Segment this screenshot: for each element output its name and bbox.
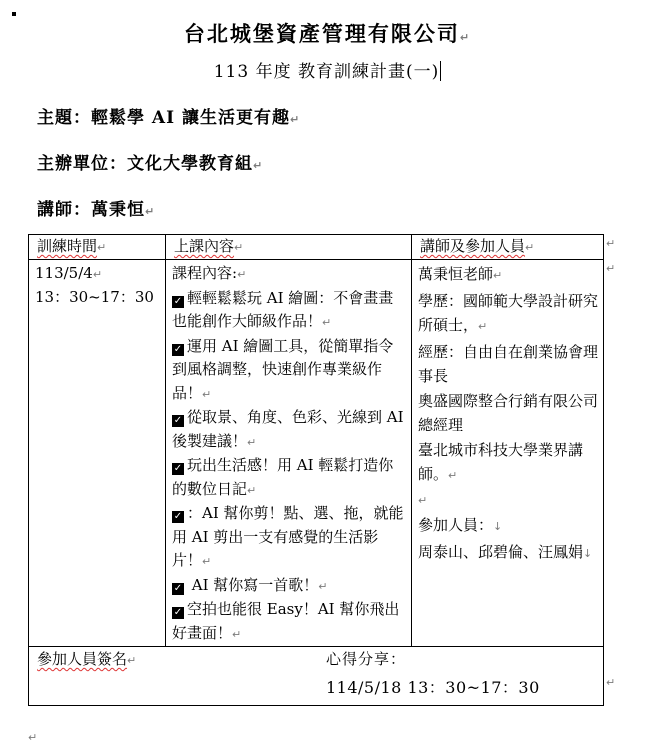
plan-subtitle: 113 年度 教育訓練計畫(一) [213, 62, 440, 82]
content-item: ✓ 輕輕鬆鬆玩 AI 繪圖：不會畫畫也能創作大師級作品！↵ [172, 288, 394, 330]
lecturer-line: 講師：萬秉恒↵ [37, 200, 156, 220]
teacher-cell [412, 260, 604, 647]
company-title: 台北城堡資產管理有限公司↵ [183, 21, 472, 46]
content-item: ✓ 從取景、角度、色彩、光線到 AI 後製建議！↵ [172, 408, 404, 450]
training-time-range: 13：30~17：30 [35, 288, 154, 306]
topic-line: 主題：輕鬆學 AI 讓生活更有趣↵ [37, 108, 301, 128]
paragraph-mark: ↵ [418, 493, 428, 507]
row-end-mark: ↵ [606, 237, 616, 250]
content-item: ✓ ：AI 幫你剪！點、選、拖，就能用 AI 剪出一支有感覺的生活影片！↵ [172, 504, 404, 569]
course-content-cell [166, 260, 412, 647]
participants-label: 參加人員：↓ [418, 516, 503, 534]
header-training-time: 訓練時間↵ [29, 235, 166, 260]
training-time-cell [29, 260, 166, 647]
text-cursor [440, 61, 441, 81]
organizer-line: 主辦單位：文化大學教育組↵ [37, 154, 264, 174]
content-item: ✓ 運用 AI 繪圖工具，從簡單指令到風格調整，快速創作專業級作品！↵ [172, 336, 394, 402]
header-course-content: 上課內容↵ [166, 235, 412, 260]
content-item: ✓ 玩出生活感！用 AI 輕鬆打造你的數位日記↵ [172, 456, 394, 498]
signature-row [29, 647, 604, 706]
row-end-mark: ↵ [606, 262, 616, 275]
checkbox-icon: ✓ [173, 607, 183, 618]
content-item: ✓ AI 幫你寫一首歌！↵ [173, 575, 328, 594]
checkbox-icon: ✓ [173, 415, 183, 426]
teacher-experience: 奧盛國際整合行銷有限公司總經理 [418, 391, 599, 434]
content-item: ✓ 空拍也能很 Easy！AI 幫你飛出好畫面！↵ [172, 600, 400, 642]
checkbox-icon: ✓ [173, 463, 183, 474]
teacher-education: 學歷：國師範大學設計研究所碩士，↵ [418, 291, 599, 334]
checkbox-icon: ✓ [173, 511, 183, 522]
corner-marker [12, 12, 16, 16]
signature-label: 參加人員簽名↵ [37, 650, 137, 668]
teacher-name: 萬秉恒老師↵ [418, 265, 503, 283]
content-heading: 課程內容:↵ [172, 264, 247, 282]
checkbox-icon: ✓ [173, 343, 183, 355]
header-teacher-participants: 講師及參加人員↵ [412, 235, 604, 260]
row-end-mark: ↵ [606, 676, 616, 689]
checkbox-icon: ✓ [173, 295, 183, 307]
share-label: 心得分享： [326, 650, 407, 668]
teacher-experience: 經歷：自由自在創業協會理事長 [418, 342, 599, 385]
paragraph-mark: ↵ [28, 731, 38, 744]
checkbox-icon: ✓ [173, 582, 183, 594]
training-table [28, 234, 604, 706]
participants-list: 周泰山、邱碧倫、汪鳳娟↓ [418, 542, 593, 561]
training-date: 113/5/4↵ [35, 264, 103, 282]
teacher-experience: 臺北城市科技大學業界講師。↵ [418, 440, 584, 483]
share-date: 114/5/18 13：30~17：30 [326, 678, 540, 697]
